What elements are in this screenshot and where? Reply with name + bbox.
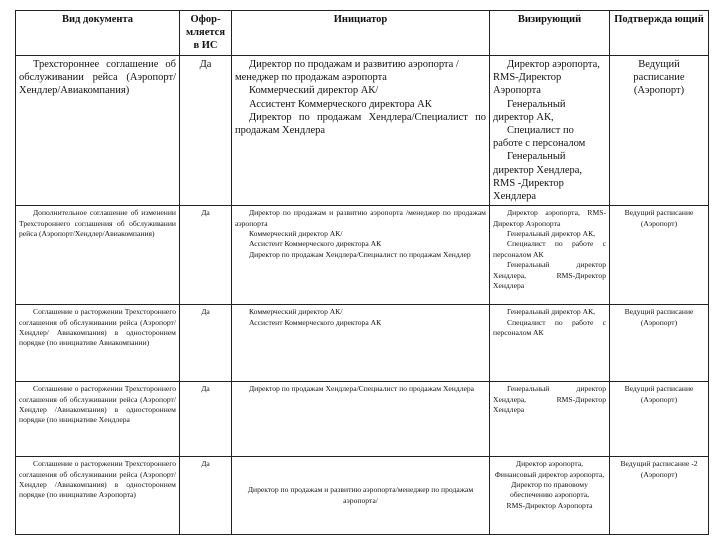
header-registered: Офор-мляется в ИС (180, 11, 232, 56)
initiator-cell: Директор по продажам и развитию аэропорта/менеджер по продажам аэропорта/ (232, 457, 490, 535)
approver-cell: Директор аэропорта, Финансовый директор аэропорта, Директор по правовому обеспечению аэропорта, RMS-Директор Аэропорта (490, 457, 610, 535)
header-confirmer: Подтвержда ющий (610, 11, 709, 56)
table-row (16, 457, 709, 535)
confirmer-cell: Ведущий расписание -2 (Аэропорт) (610, 457, 709, 535)
header-doc-type: Вид документа (16, 11, 180, 56)
header-row (16, 11, 709, 56)
initiator-cell: Директор по продажам и развитию аэропорта /менеджер по продажам аэропорта Коммерческий директор АК/ Ассистент Коммерческого директора АК Директор по продажам Хендлера/Специалист по продажам Хендлер (232, 206, 490, 305)
table-row (16, 305, 709, 382)
header-initiator: Инициатор (232, 11, 490, 56)
confirmer-cell: Ведущий расписание (Аэропорт) (610, 305, 709, 382)
doc-type-cell: Трехстороннее соглашение об обслуживании рейса (Аэропорт/Хендлер/Авиакомпания) (19, 59, 176, 97)
initiator-cell: Директор по продажам и развитию аэропорта /менеджер по продажам аэропорта Коммерческий директор АК/ Ассистент Коммерческого директора АК Директор по продажам Хендлера/Специалист по продажам Хендлера (232, 56, 490, 206)
initiator-cell: Коммерческий директор АК/ Ассистент Коммерческого директора АК (232, 305, 490, 382)
doc-type-cell: Соглашение о расторжении Трехстороннего соглашения об обслуживании рейса (Аэропорт/Хендлер/ Авиакомпания) в одностороннем порядке (по инициативе Авиакомпании) (19, 307, 176, 348)
table-row (16, 382, 709, 457)
registered-cell: Да (180, 382, 232, 457)
approver-cell: Генеральный директор Хендлера, RMS-Директор Хендлера (490, 382, 610, 457)
table-row (16, 56, 709, 206)
approver-cell: Директор аэропорта, RMS-Директор Аэропорта Генеральный директор АК, Специалист по работе с персоналом АК Генеральный директор Хендлера, RMS-Директор Хендлера (490, 206, 610, 305)
doc-type-cell: Дополнительное соглашение об изменении Трехстороннего соглашения об обслуживании рейса (Аэропорт/Хендлер/Авиакомпания) (19, 208, 176, 239)
registered-cell: Да (180, 206, 232, 305)
confirmer-cell: Ведущий расписание (Аэропорт) (610, 206, 709, 305)
confirmer-cell: Ведущий расписание (Аэропорт) (610, 382, 709, 457)
table-row (16, 206, 709, 305)
doc-type-cell: Соглашение о расторжении Трехстороннего соглашения об обслуживании рейса (Аэропорт/Хендлер /Авиакомпания) в одностороннем порядке (по инициативе Хендлера (19, 384, 176, 425)
approver-cell: Генеральный директор АК, Специалист по работе с персоналом АК (490, 305, 610, 382)
approver-cell: Директор аэропорта, RMS-Директор Аэропорта Генеральный директор АК, Специалист по работе с персоналом Генеральный директор Хендлера, RMS -Директор Хендлера (490, 56, 610, 206)
registered-cell: Да (180, 56, 232, 206)
doc-type-cell: Соглашение о расторжении Трехстороннего соглашения об обслуживании рейса (Аэропорт/Хендлер /Авиакомпания) в одностороннем порядке (по инициативе Аэропорта) (19, 459, 176, 500)
document-approval-table (15, 10, 709, 535)
registered-cell: Да (180, 457, 232, 535)
initiator-cell: Директор по продажам Хендлера/Специалист по продажам Хендлера (232, 382, 490, 457)
registered-cell: Да (180, 305, 232, 382)
confirmer-cell: Ведущий расписание (Аэропорт) (610, 56, 709, 206)
header-approver: Визирующий (490, 11, 610, 56)
